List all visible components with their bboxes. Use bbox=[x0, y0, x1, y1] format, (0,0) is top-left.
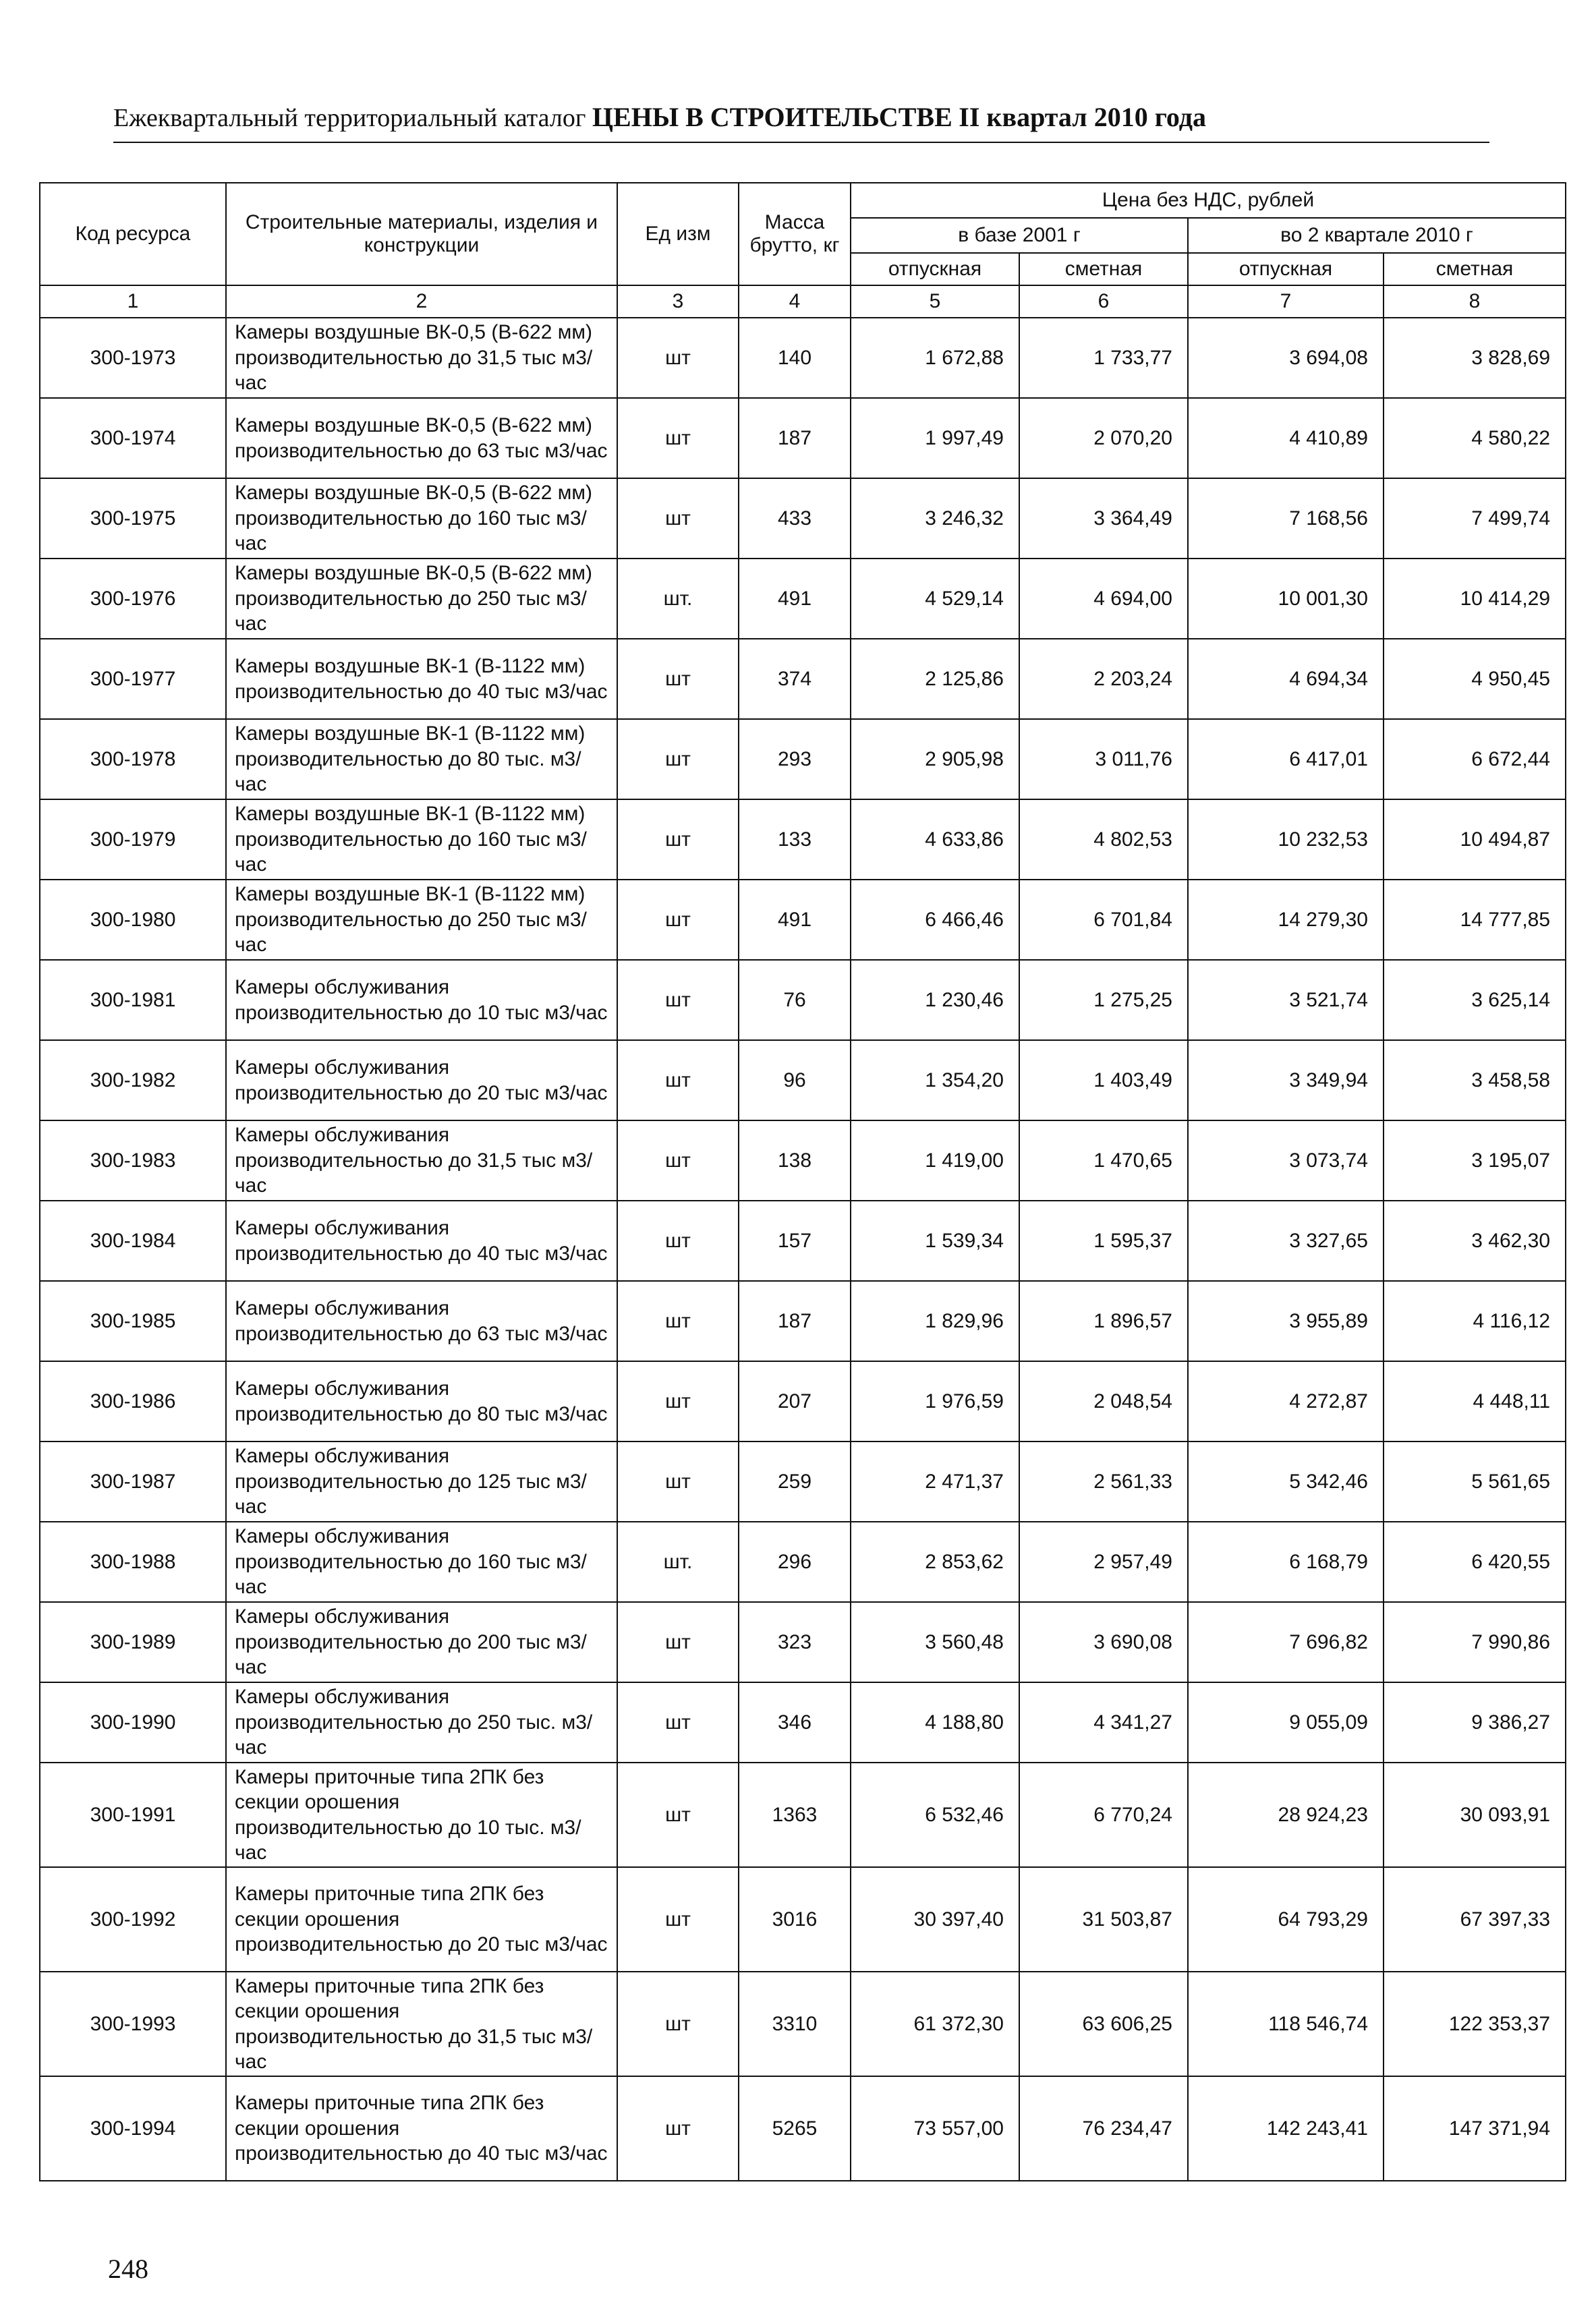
row-cur-release: 9 055,09 bbox=[1188, 1682, 1384, 1763]
row-code: 300-1984 bbox=[40, 1201, 226, 1281]
catalog-title: ЦЕНЫ В СТРОИТЕЛЬСТВЕ bbox=[592, 102, 952, 132]
row-cur-release: 3 694,08 bbox=[1188, 318, 1384, 398]
table-row bbox=[40, 639, 1566, 719]
row-mass: 5265 bbox=[739, 2076, 851, 2181]
row-base-estimate: 1 733,77 bbox=[1019, 318, 1188, 398]
row-base-release: 4 529,14 bbox=[851, 559, 1019, 639]
row-base-estimate: 1 470,65 bbox=[1019, 1120, 1188, 1201]
header-mass: Масса брутто, кг bbox=[739, 183, 851, 285]
row-mass: 433 bbox=[739, 478, 851, 559]
row-base-release: 30 397,40 bbox=[851, 1867, 1019, 1972]
row-base-release: 1 354,20 bbox=[851, 1040, 1019, 1120]
row-unit: шт bbox=[617, 1682, 739, 1763]
row-cur-estimate: 4 950,45 bbox=[1384, 639, 1566, 719]
row-unit: шт bbox=[617, 398, 739, 478]
column-number: 4 bbox=[739, 285, 851, 318]
row-name: Камеры воздушные ВК-1 (В-1122 мм) производительностью до 250 тыс м3/час bbox=[226, 880, 617, 960]
table-row bbox=[40, 1972, 1566, 2076]
row-mass: 133 bbox=[739, 799, 851, 880]
row-name: Камеры обслуживания производительностью до 80 тыс м3/час bbox=[226, 1361, 617, 1441]
row-mass: 187 bbox=[739, 398, 851, 478]
row-base-estimate: 3 690,08 bbox=[1019, 1602, 1188, 1682]
row-code: 300-1977 bbox=[40, 639, 226, 719]
header-base-release: отпускная bbox=[851, 253, 1019, 285]
row-name: Камеры обслуживания производительностью до 200 тыс м3/час bbox=[226, 1602, 617, 1682]
table-row bbox=[40, 1441, 1566, 1522]
row-unit: шт bbox=[617, 1602, 739, 1682]
row-cur-estimate: 3 458,58 bbox=[1384, 1040, 1566, 1120]
table-row bbox=[40, 1040, 1566, 1120]
column-number-row bbox=[40, 285, 1566, 318]
row-code: 300-1974 bbox=[40, 398, 226, 478]
row-cur-release: 10 232,53 bbox=[1188, 799, 1384, 880]
row-unit: шт bbox=[617, 1040, 739, 1120]
row-base-release: 1 419,00 bbox=[851, 1120, 1019, 1201]
row-code: 300-1982 bbox=[40, 1040, 226, 1120]
row-cur-release: 14 279,30 bbox=[1188, 880, 1384, 960]
row-base-estimate: 2 070,20 bbox=[1019, 398, 1188, 478]
row-cur-release: 6 168,79 bbox=[1188, 1522, 1384, 1602]
row-base-release: 3 246,32 bbox=[851, 478, 1019, 559]
row-base-estimate: 2 957,49 bbox=[1019, 1522, 1188, 1602]
row-code: 300-1986 bbox=[40, 1361, 226, 1441]
row-cur-release: 3 349,94 bbox=[1188, 1040, 1384, 1120]
row-code: 300-1979 bbox=[40, 799, 226, 880]
row-cur-estimate: 14 777,85 bbox=[1384, 880, 1566, 960]
table-row bbox=[40, 960, 1566, 1040]
row-base-estimate: 2 048,54 bbox=[1019, 1361, 1188, 1441]
row-unit: шт bbox=[617, 318, 739, 398]
row-base-estimate: 3 364,49 bbox=[1019, 478, 1188, 559]
header-cur-estimate: сметная bbox=[1384, 253, 1566, 285]
row-cur-release: 118 546,74 bbox=[1188, 1972, 1384, 2076]
row-name: Камеры приточные типа 2ПК без секции орошения производительностью до 20 тыс м3/час bbox=[226, 1867, 617, 1972]
row-name: Камеры обслуживания производительностью до 10 тыс м3/час bbox=[226, 960, 617, 1040]
row-base-release: 4 633,86 bbox=[851, 799, 1019, 880]
running-header bbox=[113, 101, 1489, 133]
row-name: Камеры приточные типа 2ПК без секции орошения производительностью до 10 тыс. м3/час bbox=[226, 1763, 617, 1867]
row-code: 300-1983 bbox=[40, 1120, 226, 1201]
row-name: Камеры обслуживания производительностью до 160 тыс м3/час bbox=[226, 1522, 617, 1602]
row-mass: 491 bbox=[739, 880, 851, 960]
row-cur-release: 6 417,01 bbox=[1188, 719, 1384, 799]
row-cur-release: 64 793,29 bbox=[1188, 1867, 1384, 1972]
row-code: 300-1990 bbox=[40, 1682, 226, 1763]
catalog-period: II квартал 2010 года bbox=[959, 102, 1206, 132]
table-head bbox=[40, 183, 1566, 285]
row-cur-estimate: 3 828,69 bbox=[1384, 318, 1566, 398]
row-base-estimate: 2 203,24 bbox=[1019, 639, 1188, 719]
row-base-estimate: 3 011,76 bbox=[1019, 719, 1188, 799]
row-base-release: 3 560,48 bbox=[851, 1602, 1019, 1682]
row-cur-release: 4 694,34 bbox=[1188, 639, 1384, 719]
row-cur-release: 4 410,89 bbox=[1188, 398, 1384, 478]
row-unit: шт bbox=[617, 478, 739, 559]
row-cur-estimate: 122 353,37 bbox=[1384, 1972, 1566, 2076]
row-cur-release: 4 272,87 bbox=[1188, 1361, 1384, 1441]
row-unit: шт bbox=[617, 1281, 739, 1361]
table-row bbox=[40, 1201, 1566, 1281]
row-code: 300-1981 bbox=[40, 960, 226, 1040]
row-cur-estimate: 3 462,30 bbox=[1384, 1201, 1566, 1281]
row-base-release: 2 853,62 bbox=[851, 1522, 1019, 1602]
table-row bbox=[40, 398, 1566, 478]
row-unit: шт bbox=[617, 1361, 739, 1441]
column-number: 6 bbox=[1019, 285, 1188, 318]
row-mass: 157 bbox=[739, 1201, 851, 1281]
table-row bbox=[40, 1867, 1566, 1972]
row-code: 300-1978 bbox=[40, 719, 226, 799]
row-mass: 346 bbox=[739, 1682, 851, 1763]
row-cur-estimate: 10 494,87 bbox=[1384, 799, 1566, 880]
header-code: Код ресурса bbox=[40, 183, 226, 285]
row-cur-estimate: 3 195,07 bbox=[1384, 1120, 1566, 1201]
row-name: Камеры воздушные ВК-0,5 (В-622 мм) производительностью до 160 тыс м3/час bbox=[226, 478, 617, 559]
row-mass: 138 bbox=[739, 1120, 851, 1201]
row-base-estimate: 1 595,37 bbox=[1019, 1201, 1188, 1281]
column-number: 3 bbox=[617, 285, 739, 318]
row-cur-estimate: 9 386,27 bbox=[1384, 1682, 1566, 1763]
row-cur-release: 142 243,41 bbox=[1188, 2076, 1384, 2181]
row-mass: 96 bbox=[739, 1040, 851, 1120]
row-cur-estimate: 4 580,22 bbox=[1384, 398, 1566, 478]
row-base-estimate: 6 770,24 bbox=[1019, 1763, 1188, 1867]
row-unit: шт bbox=[617, 639, 739, 719]
row-cur-estimate: 4 448,11 bbox=[1384, 1361, 1566, 1441]
header-cur-release: отпускная bbox=[1188, 253, 1384, 285]
row-cur-release: 3 955,89 bbox=[1188, 1281, 1384, 1361]
row-code: 300-1988 bbox=[40, 1522, 226, 1602]
row-mass: 187 bbox=[739, 1281, 851, 1361]
row-cur-estimate: 3 625,14 bbox=[1384, 960, 1566, 1040]
row-unit: шт bbox=[617, 799, 739, 880]
row-name: Камеры обслуживания производительностью до 63 тыс м3/час bbox=[226, 1281, 617, 1361]
row-base-release: 73 557,00 bbox=[851, 2076, 1019, 2181]
row-base-release: 61 372,30 bbox=[851, 1972, 1019, 2076]
row-unit: шт bbox=[617, 1441, 739, 1522]
header-unit: Ед изм bbox=[617, 183, 739, 285]
column-number: 5 bbox=[851, 285, 1019, 318]
row-base-release: 2 471,37 bbox=[851, 1441, 1019, 1522]
row-mass: 207 bbox=[739, 1361, 851, 1441]
row-name: Камеры воздушные ВК-1 (В-1122 мм) производительностью до 80 тыс. м3/час bbox=[226, 719, 617, 799]
table-row bbox=[40, 1361, 1566, 1441]
row-mass: 491 bbox=[739, 559, 851, 639]
row-base-estimate: 4 341,27 bbox=[1019, 1682, 1188, 1763]
row-name: Камеры обслуживания производительностью до 125 тыс м3/час bbox=[226, 1441, 617, 1522]
header-price: Цена без НДС, рублей bbox=[851, 183, 1566, 218]
row-base-release: 1 672,88 bbox=[851, 318, 1019, 398]
row-base-estimate: 1 275,25 bbox=[1019, 960, 1188, 1040]
row-cur-release: 7 168,56 bbox=[1188, 478, 1384, 559]
row-base-estimate: 4 802,53 bbox=[1019, 799, 1188, 880]
row-base-release: 1 976,59 bbox=[851, 1361, 1019, 1441]
row-code: 300-1991 bbox=[40, 1763, 226, 1867]
row-mass: 3310 bbox=[739, 1972, 851, 2076]
row-unit: шт bbox=[617, 1120, 739, 1201]
row-unit: шт bbox=[617, 1201, 739, 1281]
header-base-2001: в базе 2001 г bbox=[851, 218, 1188, 253]
row-unit: шт bbox=[617, 960, 739, 1040]
table-row bbox=[40, 1522, 1566, 1602]
table-row bbox=[40, 478, 1566, 559]
table-row bbox=[40, 880, 1566, 960]
row-code: 300-1975 bbox=[40, 478, 226, 559]
row-base-estimate: 63 606,25 bbox=[1019, 1972, 1188, 2076]
row-cur-release: 10 001,30 bbox=[1188, 559, 1384, 639]
row-unit: шт bbox=[617, 1972, 739, 2076]
table-row bbox=[40, 1682, 1566, 1763]
row-code: 300-1980 bbox=[40, 880, 226, 960]
row-name: Камеры обслуживания производительностью до 31,5 тыс м3/час bbox=[226, 1120, 617, 1201]
row-base-estimate: 31 503,87 bbox=[1019, 1867, 1188, 1972]
row-cur-estimate: 4 116,12 bbox=[1384, 1281, 1566, 1361]
row-code: 300-1989 bbox=[40, 1602, 226, 1682]
row-name: Камеры обслуживания производительностью до 40 тыс м3/час bbox=[226, 1201, 617, 1281]
row-base-estimate: 1 403,49 bbox=[1019, 1040, 1188, 1120]
row-code: 300-1987 bbox=[40, 1441, 226, 1522]
row-cur-estimate: 10 414,29 bbox=[1384, 559, 1566, 639]
row-code: 300-1973 bbox=[40, 318, 226, 398]
table-row bbox=[40, 1120, 1566, 1201]
row-mass: 3016 bbox=[739, 1867, 851, 1972]
column-number: 7 bbox=[1188, 285, 1384, 318]
row-cur-estimate: 147 371,94 bbox=[1384, 2076, 1566, 2181]
row-cur-estimate: 7 990,86 bbox=[1384, 1602, 1566, 1682]
row-name: Камеры воздушные ВК-0,5 (В-622 мм) производительностью до 250 тыс м3/час bbox=[226, 559, 617, 639]
row-unit: шт bbox=[617, 1867, 739, 1972]
table-body bbox=[40, 285, 1566, 2181]
row-base-release: 2 905,98 bbox=[851, 719, 1019, 799]
row-mass: 374 bbox=[739, 639, 851, 719]
row-base-estimate: 4 694,00 bbox=[1019, 559, 1188, 639]
row-mass: 259 bbox=[739, 1441, 851, 1522]
row-mass: 76 bbox=[739, 960, 851, 1040]
row-base-release: 2 125,86 bbox=[851, 639, 1019, 719]
row-cur-release: 7 696,82 bbox=[1188, 1602, 1384, 1682]
row-cur-estimate: 67 397,33 bbox=[1384, 1867, 1566, 1972]
table-row bbox=[40, 559, 1566, 639]
header-q2-2010: во 2 квартале 2010 г bbox=[1188, 218, 1566, 253]
table-row bbox=[40, 799, 1566, 880]
row-base-estimate: 1 896,57 bbox=[1019, 1281, 1188, 1361]
row-name: Камеры воздушные ВК-0,5 (В-622 мм) производительностью до 63 тыс м3/час bbox=[226, 398, 617, 478]
row-name: Камеры воздушные ВК-0,5 (В-622 мм) производительностью до 31,5 тыс м3/час bbox=[226, 318, 617, 398]
page-number: 248 bbox=[108, 2254, 148, 2284]
row-cur-release: 3 327,65 bbox=[1188, 1201, 1384, 1281]
row-base-release: 6 466,46 bbox=[851, 880, 1019, 960]
row-code: 300-1994 bbox=[40, 2076, 226, 2181]
row-base-estimate: 76 234,47 bbox=[1019, 2076, 1188, 2181]
row-code: 300-1993 bbox=[40, 1972, 226, 2076]
row-mass: 293 bbox=[739, 719, 851, 799]
row-name: Камеры обслуживания производительностью до 20 тыс м3/час bbox=[226, 1040, 617, 1120]
row-unit: шт bbox=[617, 719, 739, 799]
row-unit: шт bbox=[617, 2076, 739, 2181]
row-code: 300-1976 bbox=[40, 559, 226, 639]
row-name: Камеры приточные типа 2ПК без секции орошения производительностью до 31,5 тыс м3/час bbox=[226, 1972, 617, 2076]
row-mass: 140 bbox=[739, 318, 851, 398]
row-base-estimate: 6 701,84 bbox=[1019, 880, 1188, 960]
row-name: Камеры воздушные ВК-1 (В-1122 мм) производительностью до 40 тыс м3/час bbox=[226, 639, 617, 719]
row-base-release: 1 539,34 bbox=[851, 1201, 1019, 1281]
row-mass: 1363 bbox=[739, 1763, 851, 1867]
row-unit: шт bbox=[617, 1763, 739, 1867]
row-cur-release: 3 073,74 bbox=[1188, 1120, 1384, 1201]
table-row bbox=[40, 1602, 1566, 1682]
row-mass: 323 bbox=[739, 1602, 851, 1682]
row-base-release: 4 188,80 bbox=[851, 1682, 1019, 1763]
row-unit: шт. bbox=[617, 559, 739, 639]
row-name: Камеры приточные типа 2ПК без секции орошения производительностью до 40 тыс м3/час bbox=[226, 2076, 617, 2181]
row-cur-estimate: 6 420,55 bbox=[1384, 1522, 1566, 1602]
header-name: Строительные материалы, изделия и конструкции bbox=[226, 183, 617, 285]
row-name: Камеры обслуживания производительностью до 250 тыс. м3/час bbox=[226, 1682, 617, 1763]
row-cur-release: 5 342,46 bbox=[1188, 1441, 1384, 1522]
row-base-release: 6 532,46 bbox=[851, 1763, 1019, 1867]
row-code: 300-1985 bbox=[40, 1281, 226, 1361]
row-cur-estimate: 7 499,74 bbox=[1384, 478, 1566, 559]
row-cur-estimate: 30 093,91 bbox=[1384, 1763, 1566, 1867]
price-table bbox=[39, 182, 1566, 2181]
catalog-prefix: Ежеквартальный территориальный каталог bbox=[113, 104, 586, 132]
header-rule bbox=[113, 142, 1489, 143]
column-number: 8 bbox=[1384, 285, 1566, 318]
row-name: Камеры воздушные ВК-1 (В-1122 мм) производительностью до 160 тыс м3/час bbox=[226, 799, 617, 880]
table-row bbox=[40, 719, 1566, 799]
row-code: 300-1992 bbox=[40, 1867, 226, 1972]
table-row bbox=[40, 1281, 1566, 1361]
row-base-release: 1 997,49 bbox=[851, 398, 1019, 478]
table-row bbox=[40, 2076, 1566, 2181]
row-base-release: 1 829,96 bbox=[851, 1281, 1019, 1361]
row-base-estimate: 2 561,33 bbox=[1019, 1441, 1188, 1522]
row-cur-estimate: 6 672,44 bbox=[1384, 719, 1566, 799]
row-cur-estimate: 5 561,65 bbox=[1384, 1441, 1566, 1522]
table-row bbox=[40, 318, 1566, 398]
row-cur-release: 3 521,74 bbox=[1188, 960, 1384, 1040]
row-mass: 296 bbox=[739, 1522, 851, 1602]
row-unit: шт bbox=[617, 880, 739, 960]
table-row bbox=[40, 1763, 1566, 1867]
header-base-estimate: сметная bbox=[1019, 253, 1188, 285]
row-cur-release: 28 924,23 bbox=[1188, 1763, 1384, 1867]
row-unit: шт. bbox=[617, 1522, 739, 1602]
column-number: 2 bbox=[226, 285, 617, 318]
row-base-release: 1 230,46 bbox=[851, 960, 1019, 1040]
column-number: 1 bbox=[40, 285, 226, 318]
